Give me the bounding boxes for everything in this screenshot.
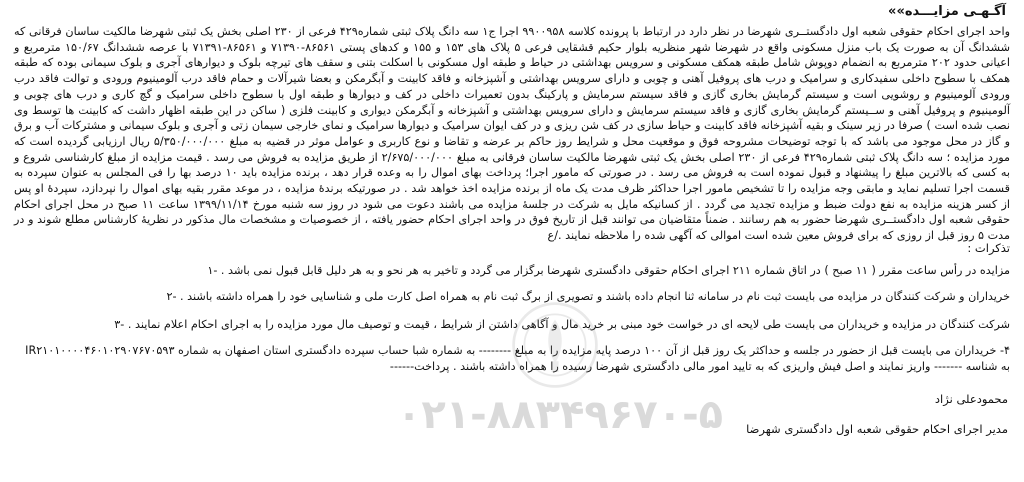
notes-heading: تذکرات : — [967, 241, 1010, 255]
note-4: ۴- خریداران می بایست قبل از حضور در جلسه و حداکثر یک روز قبل از آن ۱۰۰ درصد پایه مزایده را به مبلغ -------- به شماره شبا حساب سپرده دادگستری استان اصفهان به شماره IR۲۱۰۱۰۰۰۰۴۶۰۱۰۲۹۰۷۶۷۰۵۹۳ به شناسه ------- واریز نمایند و اصل فیش واریزی که به تایید امور مالی دادگستری شهرضا رسیده را همراه داشته باشند . پرداخت------ — [25, 344, 1010, 373]
signatory-position: مدیر اجرای احکام حقوقی شعبه اول دادگستری شهرضا — [746, 422, 1008, 436]
signatory-name: محمودعلی نژاد — [934, 392, 1008, 406]
note-2: خریداران و شرکت کنندگان در مزایده می بایست ثبت نام در سامانه ثنا انجام داده باشند و تصویری از برگ ثبت نام به همراه اصل کارت ملی و شناسایی خود را همراه داشته باشند . -۲ — [166, 290, 1010, 303]
notice-body: واحد اجرای احکام حقوقی شعبه اول دادگستــری شهرضا در نظر دارد در ارتباط با پرونده کلاسه ۹۹۰۰۹۵۸ اجرا ج۱ سه دانگ پلاک ثبتی شماره۴۲۹ فرعی از ۲۳۰ اصلی بخش یک ثبتی شهرضا مالکیت ساسان فرقانی که ششدانگ آن به صورت یک باب منزل مسکونی واقع در شهرضا شهر منظریه بلوار حکیم قشقایی فرعی ۵ پلاک های ۱۵۳ و ۱۵۵ و کدهای پستی ۸۶۵۶۱-۷۱۳۹۰ و ۸۶۵۶۱-۷۱۳۹۱ با عرصه ششدانگ ۱۵۰/۶۷ مترمربع و اعیانی حدود ۲۰۲ مترمربع به انضمام دوپوش شامل طبقه همکف مسکونی و سرویس بهداشتی در حیاط و طبقه اول مسکونی با اسکلت بتنی و سقف های تیرچه بلوک و دیوارهای آجری و بلوک سیمانی بوده که طبقه همکف با سطوح داخلی سفیدکاری و سرامیک و درب های پروفیل آهنی و چوبی و دارای سرویس بهداشتی و آشپزخانه و فاقد کابینت و آبگرمکن و بعضا شیرآلات و حمام فاقد درب آلومینیوم ورودی و توالت فاقد درب ورودی آلومینیوم و روشویی است و سیستم گرمایش بخاری گازی و فاقد سیستم سرمایش و پارکینگ بدون تعمیرات داخلی در کف و دیوارها و طبقه اول با سطوح داخلی سرامیک و گچ کاری و درب های چوبی و آلومینیوم و پروفیل آهنی و ســیستم گرمایش بخاری گازی و فاقد سیستم سرمایش و دارای سرویس بهداشتی و آشپزخانه و آبگرمکن دیواری و کابینت فلزی ( ساکن در این طبقه اظهار داشت که کابینت ها توسط وی نصب شده است ) صرفا در زیر سینک و بقیه آشپزخانه فاقد کابینت و حیاط سازی در کف شن ریزی و در کف ایوان سرامیک و دیوارها سرامیک و نمای خارجی سیمان زتی و آجری و بلوک سیمانی و مشترکات آب و برق و گاز در محل موجود می باشد که با توجه توضیحات مشروحه فوق و موقعیت محل و شرایط روز حاکم بر عرضه و تقاضا و نوع کاربری و عوامل موثر در قضیه به مبلغ ۵/۳۵۰/۰۰۰/۰۰۰ ریال ارزیابی گردیده است که مورد مزایده ؛ سه دانگ پلاک ثبتی شماره۴۲۹ فرعی از ۲۳۰ اصلی بخش یک ثبتی شهرضا مالکیت ساسان فرقانی به مبلغ ۲/۶۷۵/۰۰۰/۰۰۰ از طریق مزایده به فروش می رسد . قیمت مزایده از مبلغ کارشناسی شروع و به کسی که بالاترین مبلغ را پیشنهاد و قبول نموده است به فروش می رسد . در صورتی که مامور اجرا؛ پرداخت بهای اموال را به وعده قرار دهد ، برنده مزایده باید ۱۰ درصد بها را فی المجلس به عنوان سپرده به قسمت اجرا تسلیم نماید و مابقی وجه مزایده را تا تشخیص مامور اجرا حداکثر ظرف مدت یک ماه از برنده مزایده اخذ خواهد شد . در صورتیکه برندهٔ مزایده ، در موعد مقرر بقیه بهای اموال را نپردازد، سپردهٔ او پس از کسر هزینه مزایده به نفع دولت ضبط و مزایده تجدید می گردد . از کسانیکه مایل به شرکت در جلسهٔ مزایده می باشند دعوت می شود در روز سه شنبه مورخ ۱۳۹۹/۱۱/۱۴ ساعت ۱۱ صبح در محل اجرای احکام حقوقی شعبه اول دادگستــری شهرضا حضور به هم رسانند . ضمناً متقاضیان می توانند قبل از تاریخ فوق در واحد اجرای احکام حضور یافته ، از خصوصیات و مشخصات مال مذکور در نظریهٔ کارشناس مطلع شوند و در مدت ۵ روز قبل از روزی که برای فروش معین شده است اموالی که آگهی شده را ملاحظه نمایند ./ع — [14, 25, 1011, 243]
note-1: مزایده در رأس ساعت مقرر ( ۱۱ صبح ) در اتاق شماره ۲۱۱ اجرای احکام حقوقی دادگستری شهرضا برگزار می گردد و تاخیر به هر نحو و به هر دلیل قابل قبول نمی باشد . -۱ — [207, 264, 1010, 277]
note-3: شرکت کنندگان در مزایده و خریداران می بایست طی لایحه ای در خواست خود مبنی بر خرید مال و آگاهی داشتن از شرایط ، قیمت و توصیف مال مورد مزایده را به اجرای احکام اعلام نمایند . -۳ — [114, 318, 1010, 331]
watermark-phone: ۰۲۱-۸۸۳۴۹۶۷۰-۵ — [396, 392, 724, 438]
notice-title: آگـهـی مزایـــده»» — [888, 4, 1006, 19]
